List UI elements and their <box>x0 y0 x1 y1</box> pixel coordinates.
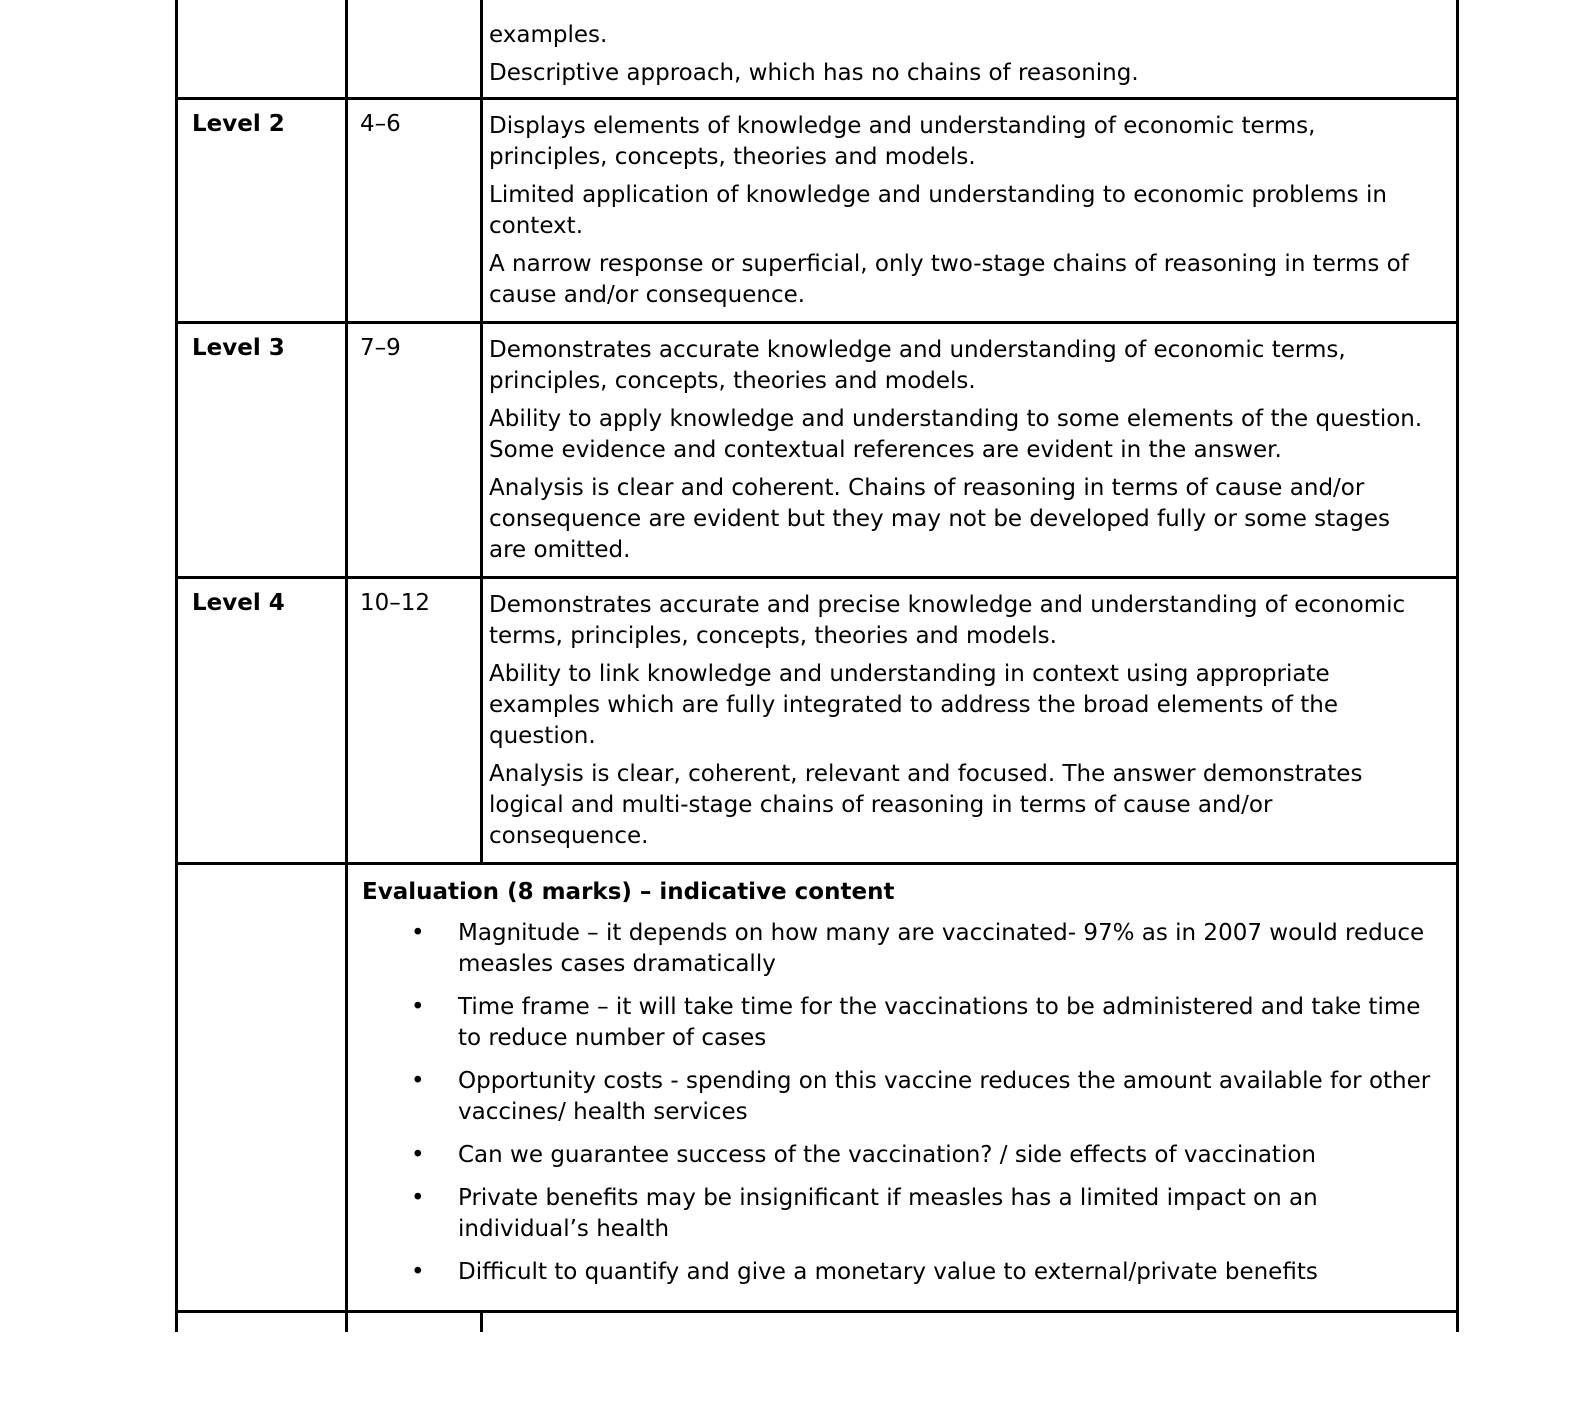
evaluation-row <box>177 864 1458 1312</box>
level-row <box>177 323 1458 578</box>
descriptor-paragraph: Ability to apply knowledge and understanding to some elements of the question. Some evidence and contextual references are evident in the answer. <box>489 406 1423 463</box>
descriptor-paragraph: Demonstrates accurate knowledge and understanding of economic terms, principles, concepts, theories and models. <box>489 337 1346 394</box>
marks-range: 10–12 <box>347 578 482 864</box>
mark-scheme-table <box>175 0 1459 1332</box>
level-label: Level 4 <box>177 578 347 864</box>
evaluation-bullet: • Can we guarantee success of the vaccination? / side effects of vaccination <box>362 1140 1432 1171</box>
continuation-row <box>177 0 1458 99</box>
partial-next-row <box>177 1312 1458 1332</box>
marks-cell-empty <box>347 1312 482 1332</box>
level-cell-empty <box>177 1312 347 1332</box>
descriptor-paragraph: A narrow response or superficial, only two-stage chains of reasoning in terms of cause and/or consequence. <box>489 251 1409 308</box>
level-cell-empty <box>177 864 347 1312</box>
descriptor-cell-empty <box>482 1312 1458 1332</box>
level-label: Level 3 <box>177 323 347 578</box>
descriptor-paragraph: Analysis is clear, coherent, relevant and focused. The answer demonstrates logical and multi-stage chains of reasoning in terms of cause and/or consequence. <box>489 761 1363 849</box>
evaluation-bullet: • Difficult to quantify and give a monetary value to external/private benefits <box>362 1257 1432 1288</box>
level-row <box>177 99 1458 323</box>
descriptor-paragraph: Ability to link knowledge and understanding in context using appropriate examples which are fully integrated to address the broad elements of the question. <box>489 661 1338 749</box>
evaluation-bullet: • Opportunity costs - spending on this vaccine reduces the amount available for other vaccines/ health services <box>362 1066 1432 1128</box>
evaluation-cell <box>347 864 1458 1312</box>
descriptor-paragraph: examples. <box>489 22 608 48</box>
descriptor-paragraph: Descriptive approach, which has no chains of reasoning. <box>489 60 1139 86</box>
descriptor-cell <box>482 578 1458 864</box>
descriptor-cell <box>482 99 1458 323</box>
descriptor-paragraph: Displays elements of knowledge and understanding of economic terms, principles, concepts, theories and models. <box>489 113 1316 170</box>
descriptor-cell <box>482 0 1458 99</box>
marks-range: 4–6 <box>347 99 482 323</box>
marks-cell-empty <box>347 0 482 99</box>
evaluation-heading: Evaluation (8 marks) – indicative content <box>362 879 895 905</box>
marks-range: 7–9 <box>347 323 482 578</box>
evaluation-bullet: • Private benefits may be insignificant if measles has a limited impact on an individual’s health <box>362 1183 1432 1245</box>
descriptor-paragraph: Limited application of knowledge and understanding to economic problems in context. <box>489 182 1387 239</box>
descriptor-paragraph: Demonstrates accurate and precise knowledge and understanding of economic terms, principles, concepts, theories and models. <box>489 592 1406 649</box>
level-row <box>177 578 1458 864</box>
evaluation-bullet-list <box>362 918 1432 1288</box>
descriptor-cell <box>482 323 1458 578</box>
evaluation-bullet: • Magnitude – it depends on how many are vaccinated- 97% as in 2007 would reduce measles cases dramatically <box>362 918 1432 980</box>
level-cell-empty <box>177 0 347 99</box>
descriptor-paragraph: Analysis is clear and coherent. Chains of reasoning in terms of cause and/or consequence are evident but they may not be developed fully or some stages are omitted. <box>489 475 1390 563</box>
evaluation-bullet: • Time frame – it will take time for the vaccinations to be administered and take time to reduce number of cases <box>362 992 1432 1054</box>
level-label: Level 2 <box>177 99 347 323</box>
